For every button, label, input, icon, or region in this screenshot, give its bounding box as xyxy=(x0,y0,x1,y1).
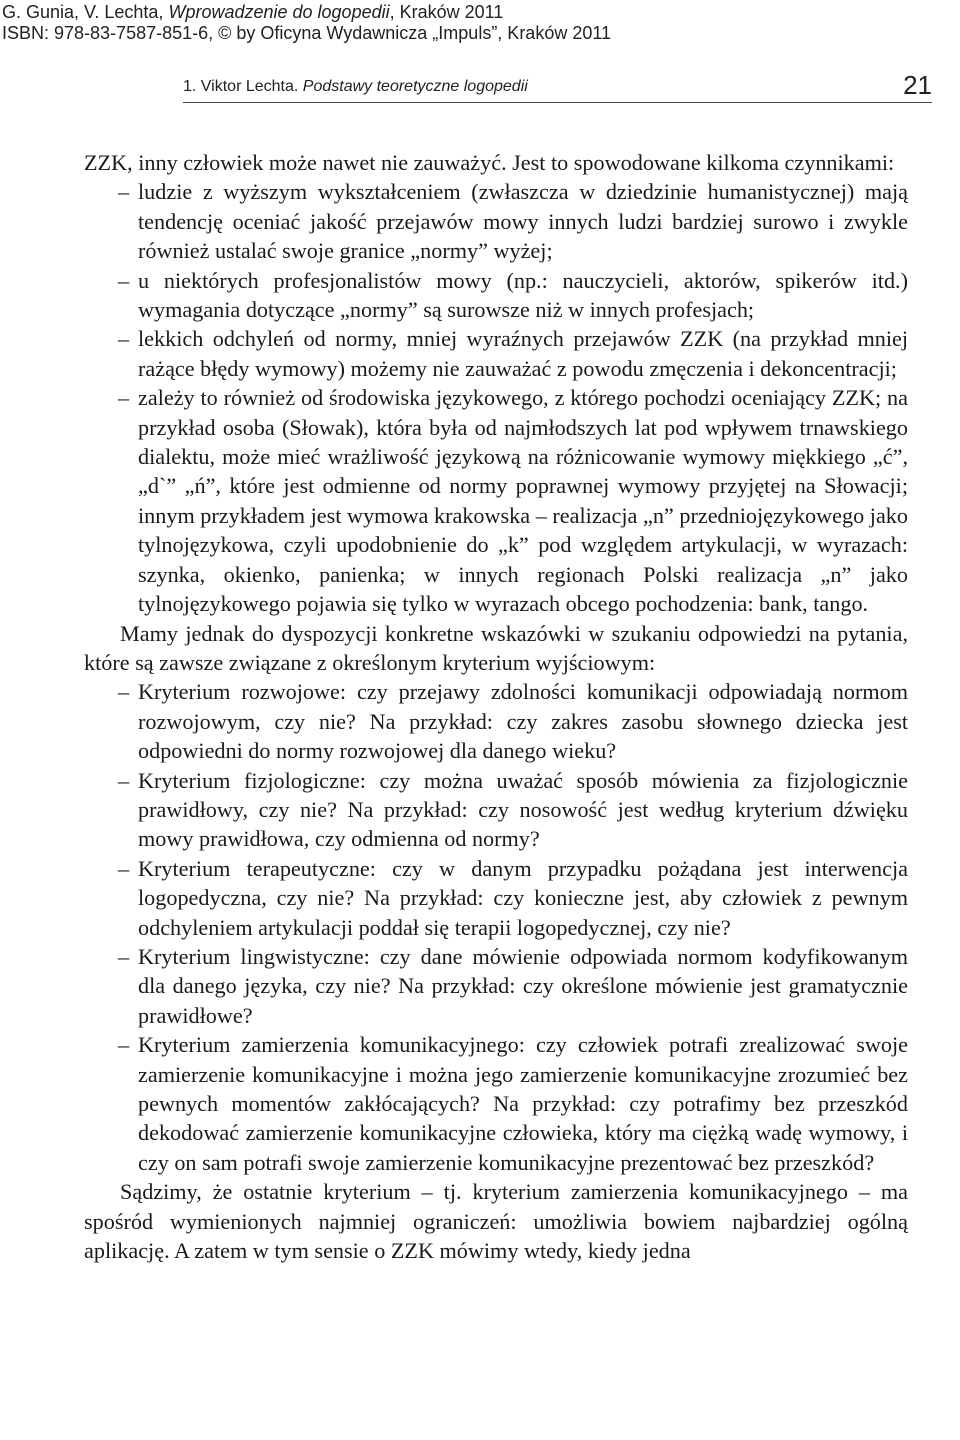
stamp-line-2: ISBN: 978-83-7587-851-6, © by Oficyna Wydawnicza „Impuls”, Kraków 2011 xyxy=(2,23,612,43)
stamp-book-title: Wprowadzenie do logopedii xyxy=(168,2,390,22)
stamp-line-1 xyxy=(2,2,611,23)
chapter-heading xyxy=(183,78,528,96)
page-body xyxy=(84,148,908,1265)
stamp-authors: G. Gunia, V. Lechta, xyxy=(2,2,169,22)
list-item: – Kryterium rozwojowe: czy przejawy zdolności komunikacji odpowiadają normom rozwojowym, czy nie? Na przykład: czy zakres zasobu słownego dziecka jest odpowiedni do normy rozwojowej dla danego wieku? xyxy=(84,677,908,765)
closing-paragraph: Sądzimy, że ostatnie kryterium – tj. kryterium zamierzenia komunikacyjnego – ma spośród wymienionych najmniej ograniczeń: umożliwia bowiem najbardziej ogólną aplikację. A zatem w tym sensie o ZZK mówimy wtedy, kiedy jedna xyxy=(84,1179,908,1264)
copyright-stamp xyxy=(2,2,611,44)
running-header xyxy=(183,70,932,103)
page-number: 21 xyxy=(903,70,932,100)
list-item: – u niektórych profesjonalistów mowy (np.: nauczycieli, aktorów, spikerów itd.) wymagania dotyczące „normy” są surowsze niż w innych profesjach; xyxy=(84,266,908,325)
stamp-place-year: , Kraków 2011 xyxy=(389,2,504,22)
list-item: – Kryterium zamierzenia komunikacyjnego: czy człowiek potrafi zrealizować swoje zamierzenie komunikacyjne i można jego zamierzenie komunikacyjne zrozumieć bez pewnych momentów zakłócających? Na przykład: czy potrafimy bez przeszkód dekodować zamierzenie komunikacyjne człowieka, który ma ciężką wadę wymowy, i czy on sam potrafi swoje zamierzenie komunikacyjne prezentować bez przeszkód? xyxy=(84,1030,908,1177)
chapter-author: 1. Viktor Lechta. xyxy=(183,78,303,95)
chapter-title: Podstawy teoretyczne logopedii xyxy=(302,78,528,95)
criteria-list xyxy=(84,677,908,1177)
list-item: – Kryterium lingwistyczne: czy dane mówienie odpowiada normom kodyfikowanym dla danego języka, czy nie? Na przykład: czy określone mówienie jest gramatycznie prawidłowe? xyxy=(84,942,908,1030)
list-item: – lekkich odchyleń od normy, mniej wyraźnych przejawów ZZK (na przykład mniej rażące błędy wymowy) możemy nie zauważać z powodu zmęczenia i dekoncentracji; xyxy=(84,324,908,383)
list-item: – Kryterium fizjologiczne: czy można uważać sposób mówienia za fizjologicznie prawidłowy, czy nie? Na przykład: czy nosowość jest według kryterium dźwięku mowy prawidłowa, czy odmienna od normy? xyxy=(84,766,908,854)
intro-paragraph: ZZK, inny człowiek może nawet nie zauważyć. Jest to spowodowane kilkoma czynnikami: xyxy=(84,150,895,175)
criteria-intro-paragraph: Mamy jednak do dyspozycji konkretne wskazówki w szukaniu odpowiedzi na pytania, które są zawsze związane z określonym kryterium wyjściowym: xyxy=(84,620,908,675)
factors-list xyxy=(84,177,908,618)
list-item: – Kryterium terapeutyczne: czy w danym przypadku pożądana jest interwencja logopedyczna, czy nie? Na przykład: czy konieczne jest, aby człowiek z pewnym odchyleniem artykulacji poddał się terapii logopedycznej, czy nie? xyxy=(84,854,908,942)
list-item: – ludzie z wyższym wykształceniem (zwłaszcza w dziedzinie humanistycznej) mają tendencję oceniać jakość przejawów mowy innych ludzi bardziej surowo i zwykle również ustalać swoje granice „normy” wyżej; xyxy=(84,177,908,265)
list-item: – zależy to również od środowiska językowego, z którego pochodzi oceniający ZZK; na przykład osoba (Słowak), która była od najmłodszych lat pod wpływem trnawskiego dialektu, może mieć wrażliwość językową na różnicowanie wymowy miękkiego „ć”, „d`” „ń”, które jest odmienne od normy poprawnej wymowy przyjętej na Słowacji; innym przykładem jest wymowa krakowska – realizacja „n” przedniojęzykowego jako tylnojęzykowa, czyli upodobnienie do „k” pod względem artykulacji, w wyrazach: szynka, okienko, panienka; w innych regionach Polski realizacja „n” jako tylnojęzykowego pojawia się tylko w wyrazach obcego pochodzenia: bank, tango. xyxy=(84,383,908,618)
